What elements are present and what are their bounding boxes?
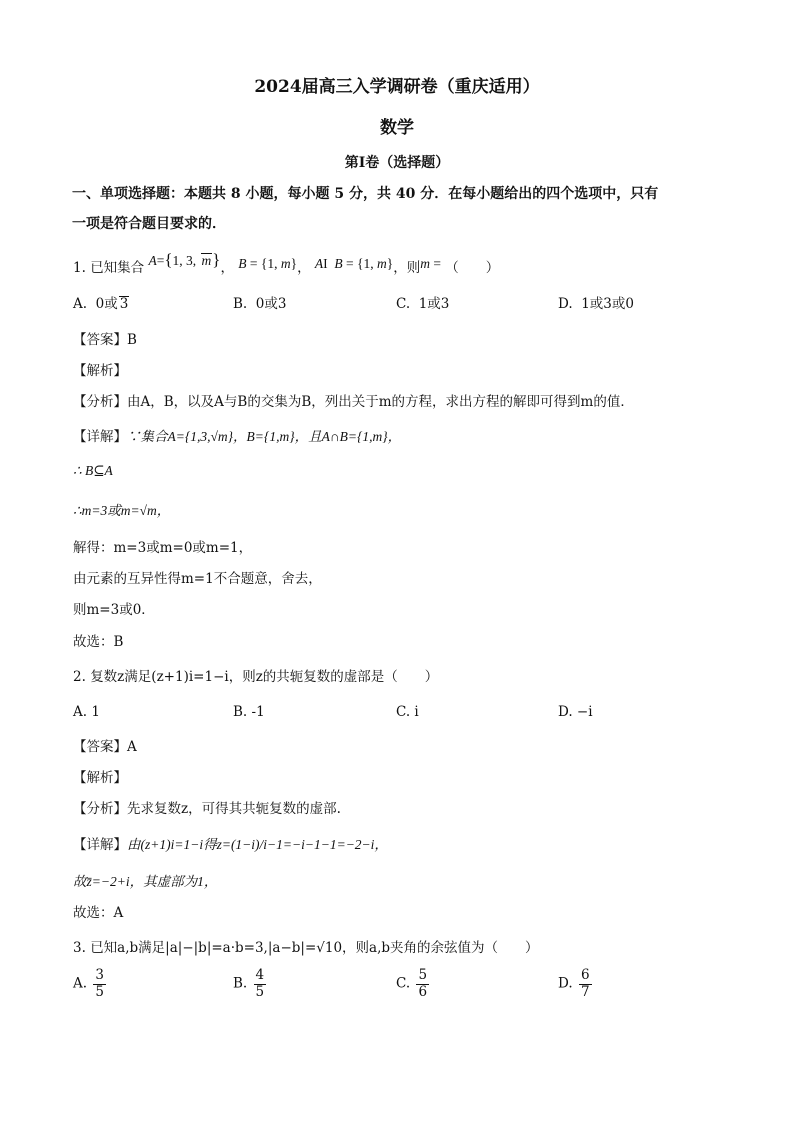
q3-fraction-b: $\frac{4}{5}$	[255, 967, 265, 1000]
q2-option-b: B. -1	[233, 704, 265, 720]
q1-option-a: A. 0或 3	[73, 296, 129, 312]
q3-fraction-a: $\frac{3}{5}$	[95, 967, 104, 1000]
q2-fenxi: 【分析】先求复数z，可得其共轭复数的虚部.	[73, 801, 341, 817]
q1-number: 1.	[73, 260, 86, 276]
part-heading-line2: 一项是符合题目要求的．	[72, 216, 226, 232]
q3-fraction-d: $\frac{6}{7}$	[580, 967, 590, 1000]
q1-stem: 1. 已知集合 A={1, 3, m}， B = {1, m}， AI B = {1, m}，则m = （ ）	[73, 250, 500, 276]
q1-m-eq: m =	[420, 256, 441, 271]
q3-option-d: D. $\frac{6}{7}$	[558, 967, 590, 1000]
q3-option-c: C. $\frac{5}{6}$	[396, 967, 428, 1000]
q1-paren: （ ）	[445, 260, 500, 276]
q1-step-6: 则m=3或0．	[73, 602, 155, 618]
q2-option-c: C. i	[396, 704, 419, 720]
q1-choice: 故选：B	[73, 634, 124, 650]
q1-step-4: 解得：m=3或m=0或m=1，	[73, 540, 253, 556]
q3-stem: 3. 已知a,b满足|a|−|b|=a·b=3,|a−b|=√10，则a,b夹角的余弦值为（ ）	[73, 940, 539, 956]
q1-set-a: A={1, 3, m}	[148, 250, 221, 269]
q2-analysis-tag: 【解析】	[73, 770, 127, 786]
q1-analysis-tag: 【解析】	[73, 363, 127, 379]
q1-option-c: C. 1或3	[396, 296, 450, 312]
q2-step-2: 故z̄=−2+i，其虚部为1，	[73, 874, 218, 889]
subject-title: 数学	[380, 118, 414, 138]
q3-option-a: A. $\frac{3}{5}$	[73, 967, 104, 1000]
q1-option-d: D. 1或3或0	[558, 296, 634, 312]
q3-fraction-c: $\frac{5}{6}$	[418, 967, 428, 1000]
exam-title: 2024届高三入学调研卷（重庆适用）	[254, 77, 540, 97]
q1-step-3: ∴m=3或m=√m，	[73, 503, 171, 518]
q2-answer: 【答案】A	[73, 739, 137, 755]
q2-xiangjie: 【详解】由(z+1)i=1−i得z=(1−i)/i−1=−i−1−1=−2−i，	[73, 837, 388, 853]
q1-answer: 【答案】B	[73, 332, 137, 348]
q1-xiangjie: 【详解】∵集合A={1,3,√m}，B={1,m}，且A∩B={1,m}，	[73, 429, 402, 445]
q1-intersection: AI B = {1, m}	[314, 256, 394, 271]
part-heading-line1: 一、单项选择题：本题共 8 小题，每小题 5 分，共 40 分．在每小题给出的四个选项中，只有	[72, 186, 659, 202]
q1-set-b: B = {1, m}	[238, 256, 298, 271]
q2-option-d: D. −i	[558, 704, 593, 720]
q3-option-b: B. $\frac{4}{5}$	[233, 967, 265, 1000]
q1-fenxi: 【分析】由A，B，以及A与B的交集为B，列出关于m的方程，求出方程的解即可得到m的值．	[73, 394, 634, 410]
q1-option-b: B. 0或3	[233, 296, 287, 312]
q1-stem-suffix: ，则	[393, 260, 421, 276]
q1-step-5: 由元素的互异性得m=1不合题意，舍去，	[73, 571, 322, 587]
q2-choice: 故选：A	[73, 905, 124, 921]
q1-step-2: ∴ B⊆A	[73, 463, 113, 478]
section-title: 第Ⅰ卷（选择题）	[344, 155, 450, 171]
q2-option-a: A. 1	[73, 704, 100, 720]
q1-stem-prefix: 已知集合	[90, 260, 145, 276]
q2-stem: 2. 复数z满足(z+1)i=1−i，则z的共轭复数的虚部是（ ）	[73, 669, 439, 685]
